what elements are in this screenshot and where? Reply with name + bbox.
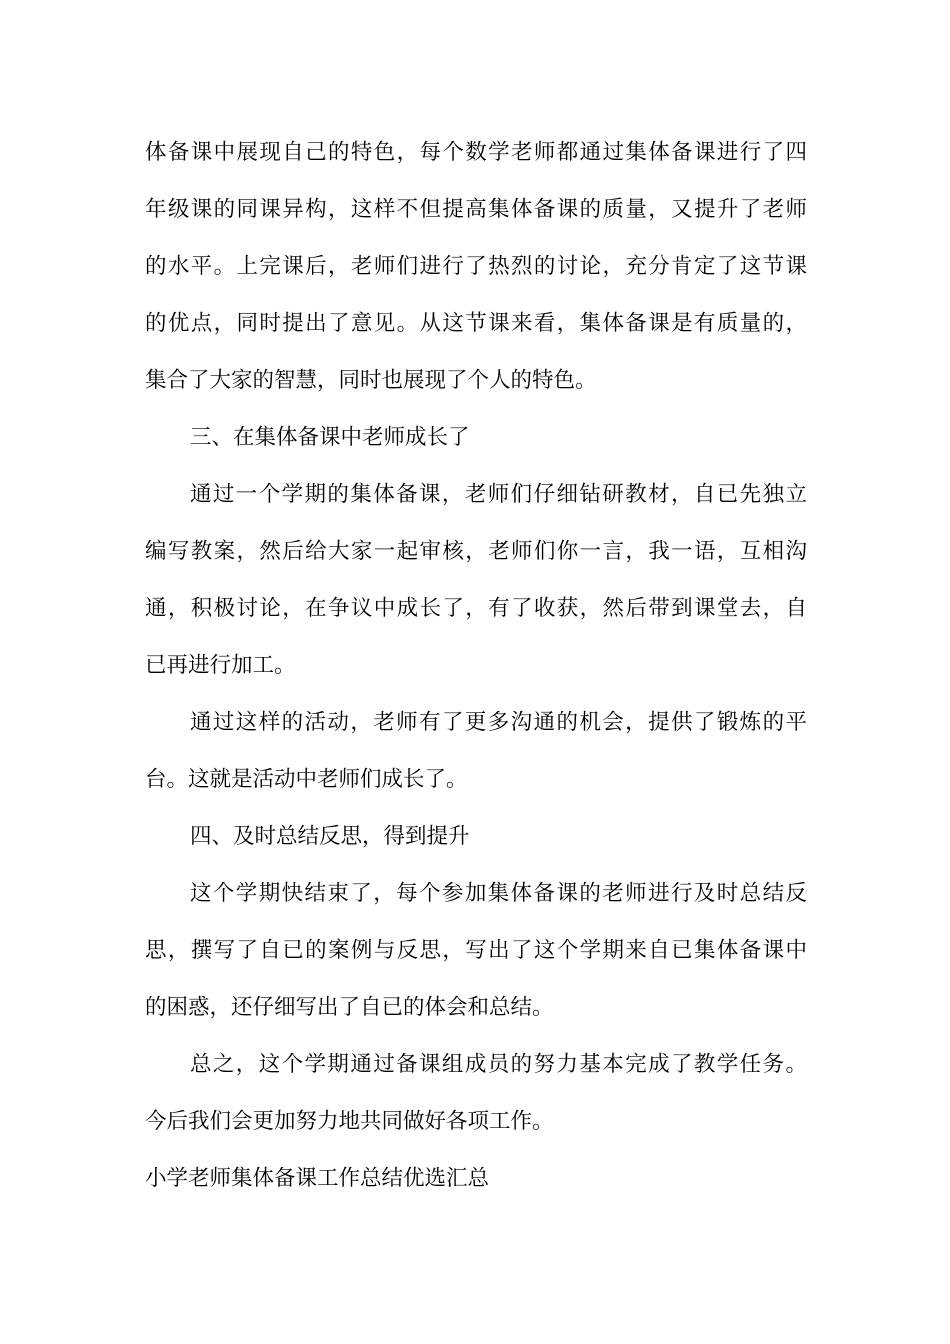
paragraph-line: 通，积极讨论，在争议中成长了，有了收获，然后带到课堂去，自	[145, 596, 807, 621]
paragraph-line: 已再进行加工。	[145, 653, 296, 678]
paragraph-line: 的困惑，还仔细写出了自已的体会和总结。	[145, 995, 554, 1020]
section-heading: 四、及时总结反思，得到提升	[190, 824, 470, 849]
paragraph-line: 台。这就是活动中老师们成长了。	[145, 767, 468, 792]
document-title: 小学老师集体备课工作总结优选汇总	[145, 1166, 490, 1191]
paragraph-line: 年级课的同课异构，这样不但提高集体备课的质量，又提升了老师	[145, 197, 807, 222]
paragraph-line: 的优点，同时提出了意见。从这节课来看，集体备课是有质量的，	[145, 311, 807, 336]
document-page	[145, 125, 807, 1225]
paragraph-line: 编写教案，然后给大家一起审核，老师们你一言，我一语，互相沟	[145, 539, 807, 564]
paragraph-line: 通过一个学期的集体备课，老师们仔细钻研教材，自已先独立	[190, 482, 807, 507]
paragraph-line: 集合了大家的智慧，同时也展现了个人的特色。	[145, 368, 597, 393]
paragraph-line: 思，撰写了自已的案例与反思，写出了这个学期来自已集体备课中	[145, 938, 807, 963]
section-heading: 三、在集体备课中老师成长了	[190, 425, 470, 450]
paragraph-line: 这个学期快结束了，每个参加集体备课的老师进行及时总结反	[190, 881, 807, 906]
paragraph-line: 体备课中展现自己的特色，每个数学老师都通过集体备课进行了四	[145, 140, 807, 165]
paragraph-line: 总之，这个学期通过备课组成员的努力基本完成了教学任务。	[190, 1052, 807, 1077]
paragraph-line: 今后我们会更加努力地共同做好各项工作。	[145, 1109, 554, 1134]
paragraph-line: 通过这样的活动，老师有了更多沟通的机会，提供了锻炼的平	[190, 710, 807, 735]
paragraph-line: 的水平。上完课后，老师们进行了热烈的讨论，充分肯定了这节课	[145, 254, 807, 279]
